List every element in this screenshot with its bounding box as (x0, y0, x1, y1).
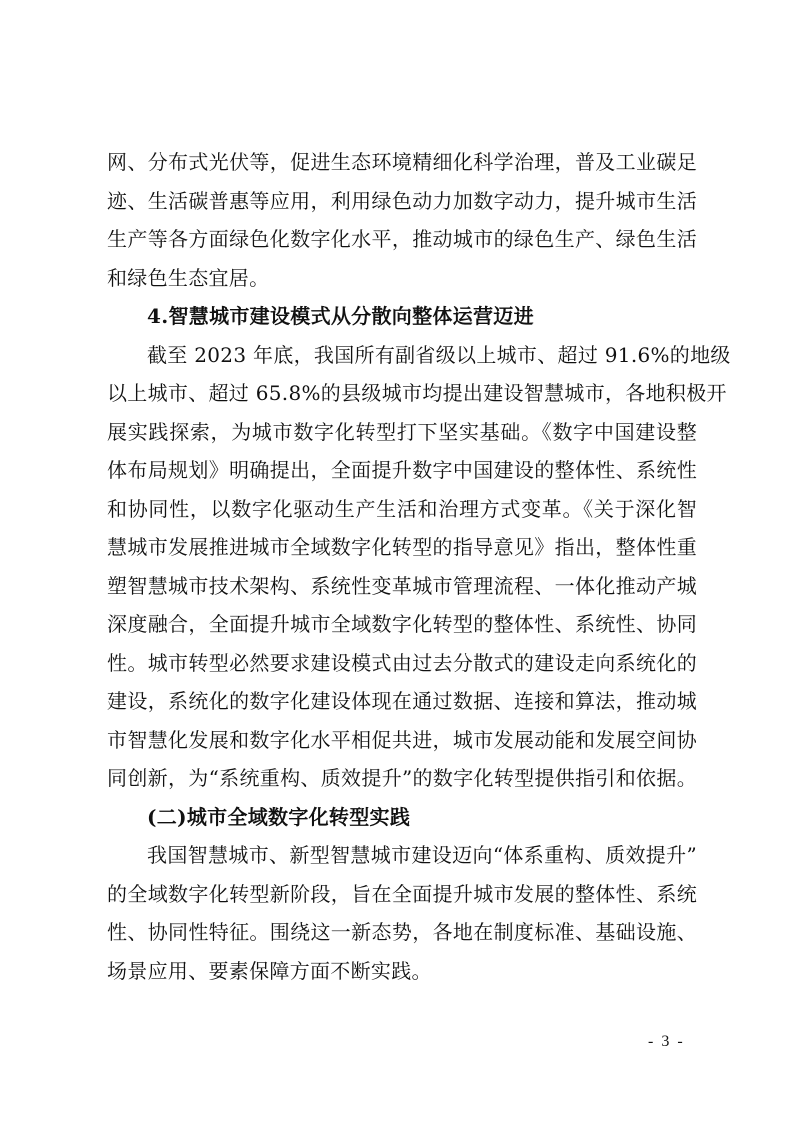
body-text-line: 生产等各方面绿色化数字化水平，推动城市的绿色生产、绿色生活 (107, 227, 697, 251)
document-body (107, 143, 731, 990)
body-text-line: 体布局规划》明确提出，全面提升数字中国建设的整体性、系统性 (107, 458, 697, 482)
page-number: - 3 - (648, 1033, 685, 1050)
body-text-line: 市智慧化发展和数字化水平相促共进，城市发展动能和发展空间协 (107, 727, 697, 752)
body-text-line: 建设，系统化的数字化建设体现在通过数据、连接和算法，推动城 (107, 689, 697, 713)
body-text-line: 场景应用、要素保障方面不断实践。 (107, 958, 432, 983)
body-text-line: 塑智慧城市技术架构、系统性变革城市管理流程、一体化推动产城 (107, 573, 697, 598)
body-text-line: 性。城市转型必然要求建设模式由过去分散式的建设走向系统化的 (107, 650, 697, 675)
body-text-line: 迹、生活碳普惠等应用，利用绿色动力加数字动力，提升城市生活 (107, 188, 697, 213)
body-text-line: 网、分布式光伏等，促进生态环境精细化科学治理，普及工业碳足 (107, 150, 697, 174)
body-text-line: 和协同性，以数字化驱动生产生活和治理方式变革。《关于深化智 (107, 496, 697, 521)
body-text-line: 性、协同性特征。围绕这一新态势，各地在制度标准、基础设施、 (107, 920, 697, 944)
section-heading: 4.智慧城市建设模式从分散向整体运营迈进 (147, 304, 534, 328)
body-text-line: 和绿色生态宜居。 (107, 265, 270, 290)
body-text-line: 深度融合，全面提升城市全域数字化转型的整体性、系统性、协同 (107, 612, 697, 636)
body-text-line: 同创新，为“系统重构、质效提升”的数字化转型提供指引和依据。 (107, 766, 697, 790)
body-text-line: 以上城市、超过 65.8%的县级城市均提出建设智慧城市，各地积极开 (107, 381, 727, 405)
section-heading: (二)城市全域数字化转型实践 (147, 804, 411, 829)
body-text-line: 慧城市发展推进城市全域数字化转型的指导意见》指出，整体性重 (107, 535, 697, 559)
body-text-line: 截至 2023 年底，我国所有副省级以上城市、超过 91.6%的地级 (147, 342, 731, 367)
body-text-line: 展实践探索，为城市数字化转型打下坚实基础。《数字中国建设整 (107, 419, 697, 444)
body-text-line: 的全域数字化转型新阶段，旨在全面提升城市发展的整体性、系统 (107, 881, 697, 906)
body-text-line: 我国智慧城市、新型智慧城市建设迈向“体系重构、质效提升” (147, 843, 697, 867)
